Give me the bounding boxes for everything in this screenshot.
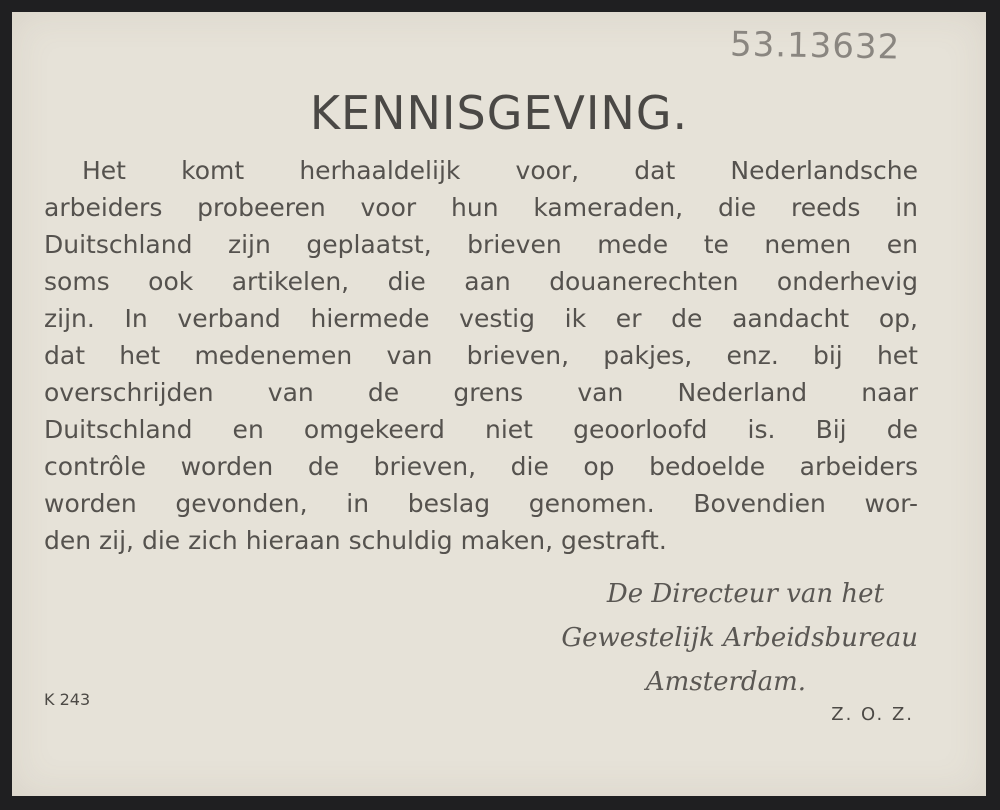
body-line: arbeiders probeeren voor hun kameraden, die reeds in [44, 193, 918, 222]
archive-number: 53.13632 [729, 24, 901, 68]
signature-office: Gewestelijk Arbeidsbureau [561, 623, 918, 653]
body-line: Het komt herhaaldelijk voor, dat Nederlandsche [82, 156, 918, 185]
body-line: dat het medenemen van brieven, pakjes, enz. bij het [44, 341, 918, 370]
notice-title: KENNISGEVING. [309, 86, 689, 140]
body-line: Duitschland en omgekeerd niet geoorloofd is. Bij de [44, 415, 918, 444]
notice-body [44, 152, 918, 559]
notice-paper [12, 12, 986, 796]
body-line: soms ook artikelen, die aan douanerechten onderhevig [44, 267, 918, 296]
body-line: den zij, die zich hieraan schuldig maken, gestraft. [44, 526, 667, 555]
signature-title: De Directeur van het [606, 579, 884, 609]
overleaf-note: Z. O. Z. [831, 704, 914, 725]
signature-city: Amsterdam. [645, 667, 806, 697]
body-line: worden gevonden, in beslag genomen. Bovendien wor- [44, 489, 918, 518]
form-code: K 243 [44, 690, 91, 709]
body-line: contrôle worden de brieven, die op bedoelde arbeiders [44, 452, 918, 481]
body-line: Duitschland zijn geplaatst, brieven mede te nemen en [44, 230, 918, 259]
body-line: zijn. In verband hiermede vestig ik er de aandacht op, [44, 304, 918, 333]
signature-block [561, 572, 918, 704]
body-line: overschrijden van de grens van Nederland naar [44, 378, 918, 407]
